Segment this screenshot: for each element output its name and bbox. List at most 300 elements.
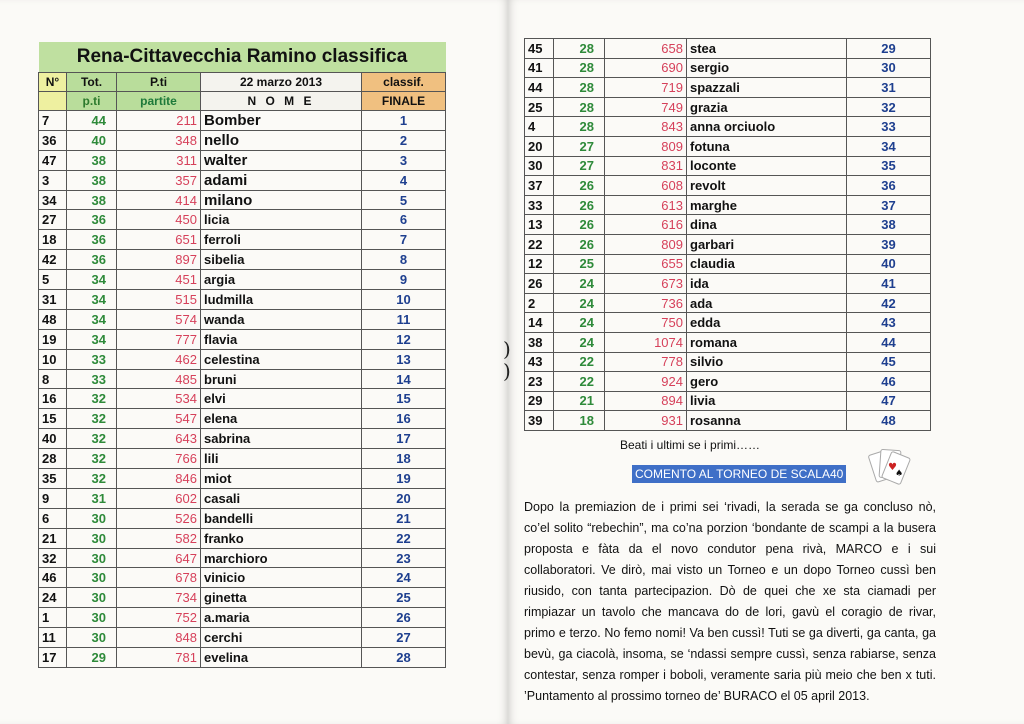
game-points: 678 bbox=[117, 568, 201, 588]
total-points: 22 bbox=[554, 372, 605, 392]
table-row bbox=[39, 628, 446, 648]
table-row bbox=[39, 508, 446, 528]
player-name: milano bbox=[201, 190, 362, 210]
final-rank: 29 bbox=[847, 39, 931, 59]
total-points: 25 bbox=[554, 254, 605, 274]
player-number: 8 bbox=[39, 369, 67, 389]
final-rank: 2 bbox=[362, 130, 446, 150]
player-number: 22 bbox=[525, 234, 554, 254]
player-number: 30 bbox=[525, 156, 554, 176]
game-points: 582 bbox=[117, 528, 201, 548]
table-row bbox=[525, 195, 931, 215]
player-name: flavia bbox=[201, 329, 362, 349]
final-rank: 28 bbox=[362, 648, 446, 668]
game-points: 602 bbox=[117, 488, 201, 508]
player-number: 40 bbox=[39, 429, 67, 449]
total-points: 30 bbox=[67, 568, 117, 588]
total-points: 36 bbox=[67, 230, 117, 250]
game-points: 752 bbox=[117, 608, 201, 628]
total-points: 28 bbox=[554, 117, 605, 137]
player-number: 2 bbox=[525, 293, 554, 313]
total-points: 30 bbox=[67, 508, 117, 528]
game-points: 534 bbox=[117, 389, 201, 409]
game-points: 462 bbox=[117, 349, 201, 369]
player-name: a.maria bbox=[201, 608, 362, 628]
final-rank: 13 bbox=[362, 349, 446, 369]
player-name: marchioro bbox=[201, 548, 362, 568]
player-number: 46 bbox=[39, 568, 67, 588]
game-points: 749 bbox=[605, 97, 687, 117]
total-points: 26 bbox=[554, 176, 605, 196]
total-points: 31 bbox=[67, 488, 117, 508]
player-number: 19 bbox=[39, 329, 67, 349]
final-rank: 44 bbox=[847, 332, 931, 352]
player-name: cerchi bbox=[201, 628, 362, 648]
player-number: 15 bbox=[39, 409, 67, 429]
total-points: 28 bbox=[554, 39, 605, 59]
game-points: 348 bbox=[117, 130, 201, 150]
player-name: walter bbox=[201, 150, 362, 170]
player-number: 38 bbox=[525, 332, 554, 352]
player-name: loconte bbox=[687, 156, 847, 176]
game-points: 924 bbox=[605, 372, 687, 392]
final-rank: 21 bbox=[362, 508, 446, 528]
table-row bbox=[525, 97, 931, 117]
final-rank: 25 bbox=[362, 588, 446, 608]
final-rank: 20 bbox=[362, 488, 446, 508]
final-rank: 3 bbox=[362, 150, 446, 170]
table-row bbox=[39, 190, 446, 210]
game-points: 414 bbox=[117, 190, 201, 210]
game-points: 777 bbox=[117, 329, 201, 349]
total-points: 32 bbox=[67, 469, 117, 489]
player-number: 36 bbox=[39, 130, 67, 150]
header-finale: FINALE bbox=[362, 92, 446, 111]
total-points: 30 bbox=[67, 528, 117, 548]
player-number: 27 bbox=[39, 210, 67, 230]
game-points: 809 bbox=[605, 136, 687, 156]
player-name: spazzali bbox=[687, 78, 847, 98]
header-classif: classif. bbox=[362, 73, 446, 92]
final-rank: 17 bbox=[362, 429, 446, 449]
table-row bbox=[525, 293, 931, 313]
game-points: 515 bbox=[117, 290, 201, 310]
header-pti: P.ti bbox=[117, 73, 201, 92]
game-points: 643 bbox=[117, 429, 201, 449]
player-name: fotuna bbox=[687, 136, 847, 156]
table-row bbox=[39, 608, 446, 628]
table-row bbox=[39, 230, 446, 250]
total-points: 34 bbox=[67, 270, 117, 290]
page-title: Rena-Cittavecchia Ramino classifica bbox=[39, 42, 446, 73]
player-number: 44 bbox=[525, 78, 554, 98]
total-points: 26 bbox=[554, 215, 605, 235]
table-row bbox=[39, 648, 446, 668]
player-number: 32 bbox=[39, 548, 67, 568]
player-name: elvi bbox=[201, 389, 362, 409]
table-row bbox=[525, 78, 931, 98]
table-row bbox=[39, 250, 446, 270]
final-rank: 7 bbox=[362, 230, 446, 250]
final-rank: 42 bbox=[847, 293, 931, 313]
playing-cards-icon bbox=[866, 444, 912, 490]
player-number: 3 bbox=[39, 170, 67, 190]
player-name: sabrina bbox=[201, 429, 362, 449]
table-row bbox=[525, 391, 931, 411]
player-number: 12 bbox=[525, 254, 554, 274]
total-points: 29 bbox=[67, 648, 117, 668]
final-rank: 4 bbox=[362, 170, 446, 190]
player-number: 47 bbox=[39, 150, 67, 170]
total-points: 32 bbox=[67, 389, 117, 409]
table-row bbox=[39, 389, 446, 409]
final-rank: 39 bbox=[847, 234, 931, 254]
player-number: 25 bbox=[525, 97, 554, 117]
player-number: 4 bbox=[525, 117, 554, 137]
game-points: 1074 bbox=[605, 332, 687, 352]
game-points: 766 bbox=[117, 449, 201, 469]
player-name: edda bbox=[687, 313, 847, 333]
player-number: 34 bbox=[39, 190, 67, 210]
player-number: 39 bbox=[525, 411, 554, 431]
table-row bbox=[525, 332, 931, 352]
final-rank: 5 bbox=[362, 190, 446, 210]
table-row bbox=[39, 369, 446, 389]
total-points: 34 bbox=[67, 290, 117, 310]
comment-text: Dopo la premiazion de i primi sei ‘rivadi, la serada se ga concluso nò, co’el solito “rebechin”, ma co’na porzion ‘bondante de scampi a la busera proposta e fàta da el novo condutor pena rivà, MARCO e i sui collaboratori. Ve dirò, mai visto un Torneo e un dopo Torneo cussì ben riusido, con tanta partecipazion. Dò de quei che xe sta ciamadi per rimpiazar un tavolo che mancava do de lori, gavù el coragio de rivar, primo e terzo. No femo nomi! Va ben cussì! Tuti se ga diverti, ga canta, ga bevù, ga ciacolà, insoma, se ‘ndassi sempre cussì, senza rabiarse, senza contestar, senza romper i boboli, veramente saria più meio che ben x tuti. ’Puntamento al prossimo torneo de’ BURACO el 05 april 2013. bbox=[524, 500, 936, 703]
final-rank: 19 bbox=[362, 469, 446, 489]
table-row bbox=[525, 215, 931, 235]
total-points: 36 bbox=[67, 210, 117, 230]
table-row bbox=[39, 309, 446, 329]
player-number: 24 bbox=[39, 588, 67, 608]
player-number: 7 bbox=[39, 111, 67, 131]
player-name: miot bbox=[201, 469, 362, 489]
player-name: claudia bbox=[687, 254, 847, 274]
game-points: 690 bbox=[605, 58, 687, 78]
player-name: livia bbox=[687, 391, 847, 411]
game-points: 647 bbox=[117, 548, 201, 568]
total-points: 33 bbox=[67, 369, 117, 389]
final-rank: 23 bbox=[362, 548, 446, 568]
table-row bbox=[525, 136, 931, 156]
player-name: grazia bbox=[687, 97, 847, 117]
player-name: casali bbox=[201, 488, 362, 508]
player-name: romana bbox=[687, 332, 847, 352]
caption: Beati i ultimi se i primi…… bbox=[620, 438, 761, 452]
final-rank: 35 bbox=[847, 156, 931, 176]
final-rank: 24 bbox=[362, 568, 446, 588]
header-num: N° bbox=[39, 73, 67, 92]
total-points: 24 bbox=[554, 332, 605, 352]
game-points: 897 bbox=[117, 250, 201, 270]
comment-heading: COMENTO AL TORNEO DE SCALA40 bbox=[632, 465, 846, 483]
game-points: 357 bbox=[117, 170, 201, 190]
player-name: revolt bbox=[687, 176, 847, 196]
table-row bbox=[39, 568, 446, 588]
player-number: 28 bbox=[39, 449, 67, 469]
player-name: elena bbox=[201, 409, 362, 429]
game-points: 547 bbox=[117, 409, 201, 429]
header-tot-unit: p.ti bbox=[67, 92, 117, 111]
total-points: 18 bbox=[554, 411, 605, 431]
total-points: 30 bbox=[67, 548, 117, 568]
player-name: silvio bbox=[687, 352, 847, 372]
game-points: 846 bbox=[117, 469, 201, 489]
player-number: 48 bbox=[39, 309, 67, 329]
total-points: 40 bbox=[67, 130, 117, 150]
game-points: 613 bbox=[605, 195, 687, 215]
player-number: 45 bbox=[525, 39, 554, 59]
final-rank: 8 bbox=[362, 250, 446, 270]
total-points: 24 bbox=[554, 274, 605, 294]
player-number: 14 bbox=[525, 313, 554, 333]
player-name: anna orciuolo bbox=[687, 117, 847, 137]
total-points: 34 bbox=[67, 309, 117, 329]
player-number: 17 bbox=[39, 648, 67, 668]
player-number: 18 bbox=[39, 230, 67, 250]
final-rank: 40 bbox=[847, 254, 931, 274]
table-row bbox=[39, 170, 446, 190]
table-row bbox=[39, 329, 446, 349]
table-row bbox=[39, 130, 446, 150]
player-name: stea bbox=[687, 39, 847, 59]
final-rank: 10 bbox=[362, 290, 446, 310]
total-points: 27 bbox=[554, 136, 605, 156]
total-points: 30 bbox=[67, 588, 117, 608]
header-nome: N O M E bbox=[201, 92, 362, 111]
player-name: celestina bbox=[201, 349, 362, 369]
total-points: 30 bbox=[67, 608, 117, 628]
table-row bbox=[39, 111, 446, 131]
player-name: nello bbox=[201, 130, 362, 150]
total-points: 38 bbox=[67, 170, 117, 190]
player-name: garbari bbox=[687, 234, 847, 254]
table-row bbox=[525, 58, 931, 78]
total-points: 26 bbox=[554, 195, 605, 215]
game-points: 485 bbox=[117, 369, 201, 389]
final-rank: 26 bbox=[362, 608, 446, 628]
player-number: 37 bbox=[525, 176, 554, 196]
player-number: 41 bbox=[525, 58, 554, 78]
final-rank: 36 bbox=[847, 176, 931, 196]
game-points: 616 bbox=[605, 215, 687, 235]
player-name: vinicio bbox=[201, 568, 362, 588]
player-name: evelina bbox=[201, 648, 362, 668]
final-rank: 46 bbox=[847, 372, 931, 392]
table-row bbox=[525, 156, 931, 176]
player-number: 11 bbox=[39, 628, 67, 648]
ranking-table-right bbox=[524, 38, 931, 431]
game-points: 750 bbox=[605, 313, 687, 333]
final-rank: 9 bbox=[362, 270, 446, 290]
table-row bbox=[39, 150, 446, 170]
player-name: argia bbox=[201, 270, 362, 290]
table-row bbox=[39, 548, 446, 568]
total-points: 32 bbox=[67, 449, 117, 469]
final-rank: 11 bbox=[362, 309, 446, 329]
final-rank: 47 bbox=[847, 391, 931, 411]
total-points: 27 bbox=[554, 156, 605, 176]
final-rank: 12 bbox=[362, 329, 446, 349]
game-points: 651 bbox=[117, 230, 201, 250]
game-points: 848 bbox=[117, 628, 201, 648]
final-rank: 45 bbox=[847, 352, 931, 372]
final-rank: 32 bbox=[847, 97, 931, 117]
player-name: rosanna bbox=[687, 411, 847, 431]
table-row bbox=[39, 429, 446, 449]
total-points: 30 bbox=[67, 628, 117, 648]
game-points: 719 bbox=[605, 78, 687, 98]
svg-text:♥: ♥ bbox=[888, 462, 897, 473]
final-rank: 27 bbox=[362, 628, 446, 648]
player-number: 9 bbox=[39, 488, 67, 508]
total-points: 44 bbox=[67, 111, 117, 131]
table-row bbox=[525, 352, 931, 372]
final-rank: 48 bbox=[847, 411, 931, 431]
player-number: 10 bbox=[39, 349, 67, 369]
player-number: 1 bbox=[39, 608, 67, 628]
player-name: bandelli bbox=[201, 508, 362, 528]
player-name: dina bbox=[687, 215, 847, 235]
player-name: sibelia bbox=[201, 250, 362, 270]
player-name: Bomber bbox=[201, 111, 362, 131]
table-row bbox=[525, 372, 931, 392]
final-rank: 31 bbox=[847, 78, 931, 98]
player-number: 6 bbox=[39, 508, 67, 528]
game-points: 655 bbox=[605, 254, 687, 274]
player-number: 35 bbox=[39, 469, 67, 489]
total-points: 24 bbox=[554, 313, 605, 333]
game-points: 211 bbox=[117, 111, 201, 131]
game-points: 450 bbox=[117, 210, 201, 230]
table-row bbox=[525, 313, 931, 333]
table-row bbox=[525, 234, 931, 254]
game-points: 608 bbox=[605, 176, 687, 196]
player-name: ludmilla bbox=[201, 290, 362, 310]
total-points: 28 bbox=[554, 97, 605, 117]
player-number: 23 bbox=[525, 372, 554, 392]
player-name: adami bbox=[201, 170, 362, 190]
player-name: sergio bbox=[687, 58, 847, 78]
table-row bbox=[525, 274, 931, 294]
player-number: 26 bbox=[525, 274, 554, 294]
table-row bbox=[39, 210, 446, 230]
header-pti-unit: partite bbox=[117, 92, 201, 111]
total-points: 38 bbox=[67, 190, 117, 210]
table-row bbox=[525, 39, 931, 59]
game-points: 526 bbox=[117, 508, 201, 528]
total-points: 28 bbox=[554, 58, 605, 78]
game-points: 673 bbox=[605, 274, 687, 294]
game-points: 736 bbox=[605, 293, 687, 313]
final-rank: 15 bbox=[362, 389, 446, 409]
table-row bbox=[39, 469, 446, 489]
player-name: bruni bbox=[201, 369, 362, 389]
final-rank: 33 bbox=[847, 117, 931, 137]
player-name: ginetta bbox=[201, 588, 362, 608]
total-points: 22 bbox=[554, 352, 605, 372]
player-name: gero bbox=[687, 372, 847, 392]
final-rank: 43 bbox=[847, 313, 931, 333]
binding-mark: ) bbox=[503, 337, 511, 361]
total-points: 34 bbox=[67, 329, 117, 349]
final-rank: 41 bbox=[847, 274, 931, 294]
player-name: ida bbox=[687, 274, 847, 294]
table-row bbox=[39, 528, 446, 548]
player-number: 29 bbox=[525, 391, 554, 411]
player-name: ada bbox=[687, 293, 847, 313]
final-rank: 6 bbox=[362, 210, 446, 230]
table-row bbox=[39, 270, 446, 290]
total-points: 38 bbox=[67, 150, 117, 170]
table-row bbox=[39, 409, 446, 429]
game-points: 311 bbox=[117, 150, 201, 170]
game-points: 451 bbox=[117, 270, 201, 290]
game-points: 781 bbox=[117, 648, 201, 668]
game-points: 831 bbox=[605, 156, 687, 176]
total-points: 28 bbox=[554, 78, 605, 98]
total-points: 32 bbox=[67, 409, 117, 429]
player-number: 42 bbox=[39, 250, 67, 270]
game-points: 931 bbox=[605, 411, 687, 431]
total-points: 26 bbox=[554, 234, 605, 254]
final-rank: 14 bbox=[362, 369, 446, 389]
game-points: 843 bbox=[605, 117, 687, 137]
final-rank: 38 bbox=[847, 215, 931, 235]
header-row bbox=[39, 92, 446, 111]
header-tot: Tot. bbox=[67, 73, 117, 92]
table-row bbox=[39, 488, 446, 508]
total-points: 33 bbox=[67, 349, 117, 369]
player-name: marghe bbox=[687, 195, 847, 215]
header-row bbox=[39, 73, 446, 92]
total-points: 32 bbox=[67, 429, 117, 449]
player-name: franko bbox=[201, 528, 362, 548]
header-num-blank bbox=[39, 92, 67, 111]
svg-text:♠: ♠ bbox=[895, 469, 904, 479]
player-number: 20 bbox=[525, 136, 554, 156]
game-points: 894 bbox=[605, 391, 687, 411]
player-name: licia bbox=[201, 210, 362, 230]
player-number: 16 bbox=[39, 389, 67, 409]
player-number: 21 bbox=[39, 528, 67, 548]
player-number: 5 bbox=[39, 270, 67, 290]
table-row bbox=[39, 290, 446, 310]
player-number: 33 bbox=[525, 195, 554, 215]
table-row bbox=[39, 449, 446, 469]
header-date: 22 marzo 2013 bbox=[201, 73, 362, 92]
binding-mark: ) bbox=[503, 359, 511, 383]
table-row bbox=[525, 176, 931, 196]
final-rank: 34 bbox=[847, 136, 931, 156]
total-points: 21 bbox=[554, 391, 605, 411]
table-row bbox=[525, 117, 931, 137]
player-name: wanda bbox=[201, 309, 362, 329]
game-points: 574 bbox=[117, 309, 201, 329]
game-points: 658 bbox=[605, 39, 687, 59]
player-name: ferroli bbox=[201, 230, 362, 250]
game-points: 809 bbox=[605, 234, 687, 254]
final-rank: 1 bbox=[362, 111, 446, 131]
final-rank: 22 bbox=[362, 528, 446, 548]
final-rank: 18 bbox=[362, 449, 446, 469]
player-number: 13 bbox=[525, 215, 554, 235]
table-row bbox=[39, 349, 446, 369]
ranking-table-left bbox=[38, 42, 446, 668]
table-row bbox=[39, 588, 446, 608]
player-number: 31 bbox=[39, 290, 67, 310]
